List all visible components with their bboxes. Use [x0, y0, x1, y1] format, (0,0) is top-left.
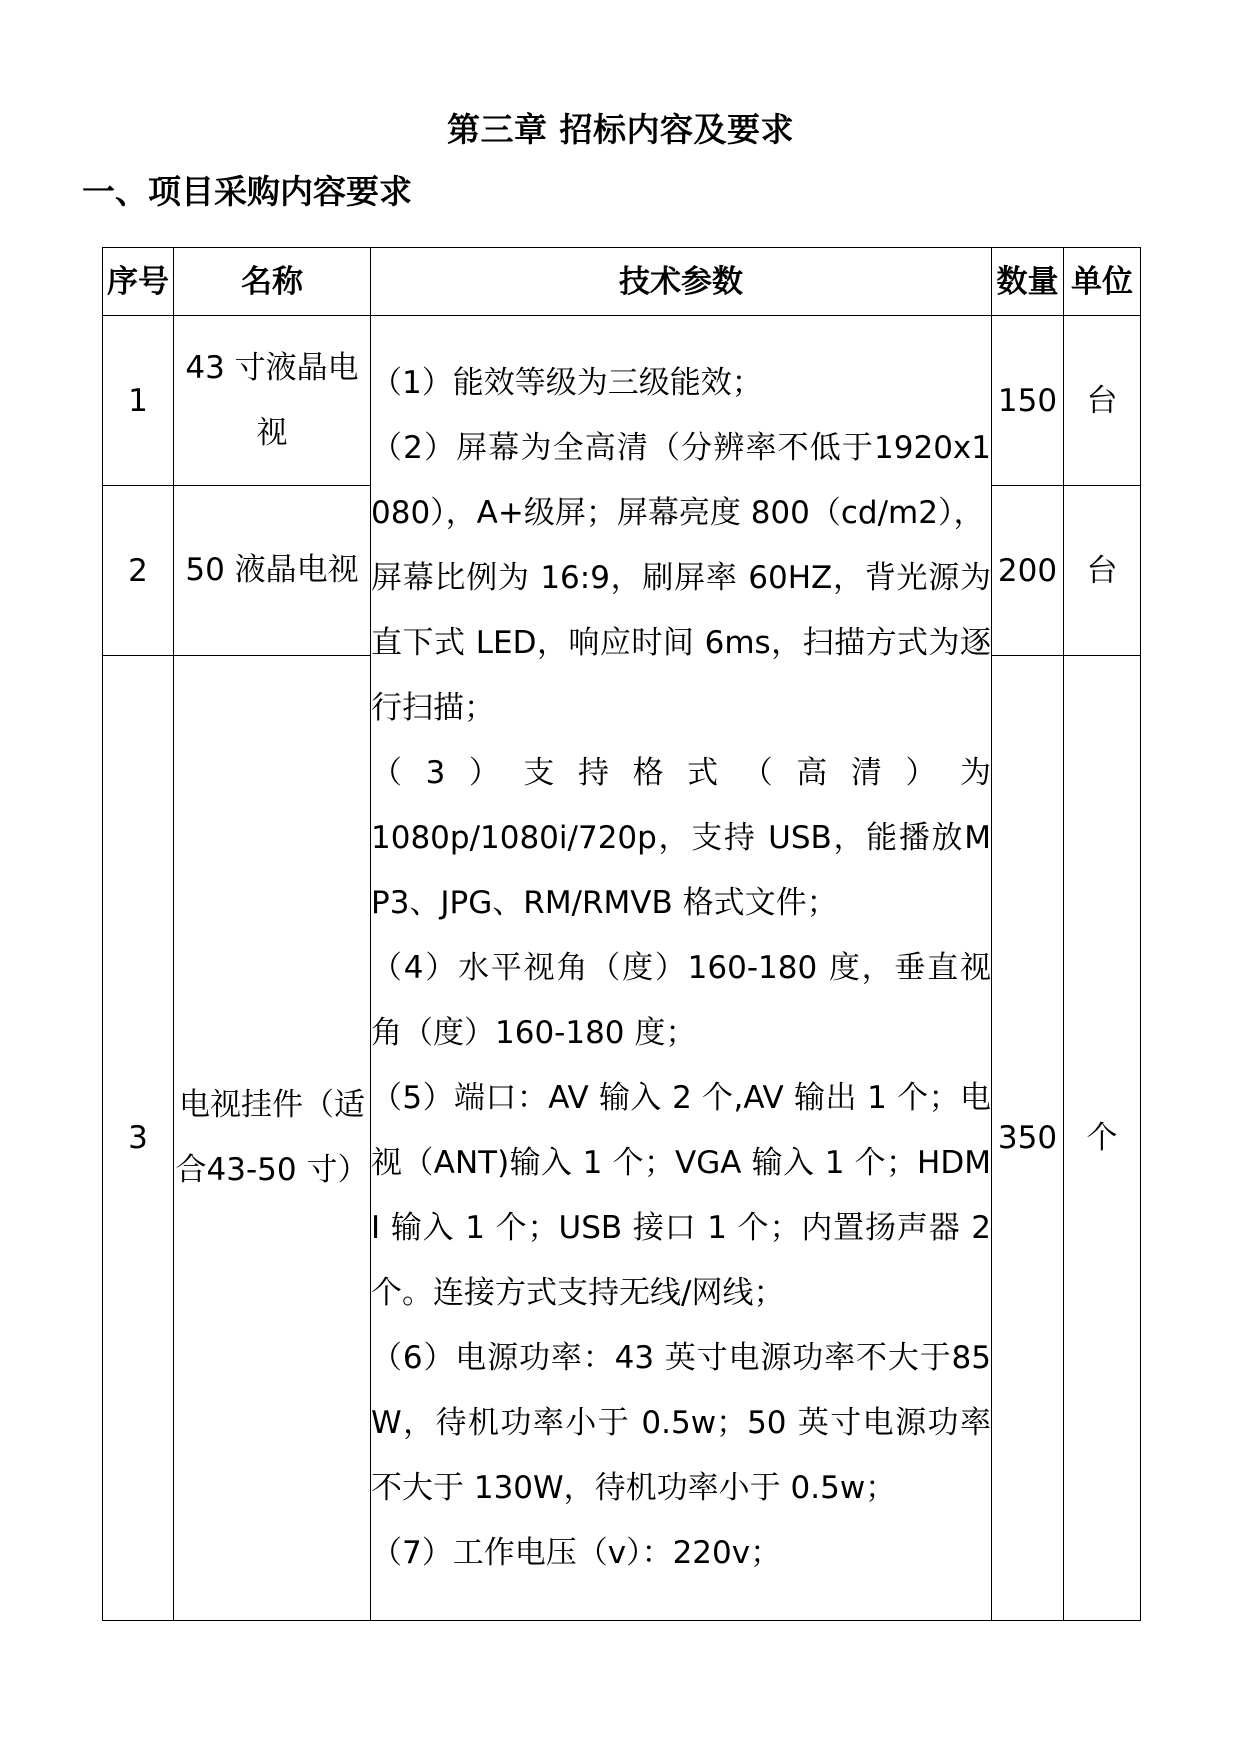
row-name: 电视挂件（适合43-50 寸）	[174, 656, 371, 1621]
param-item: （1）能效等级为三级能效；	[371, 364, 763, 401]
row-quantity: 350	[992, 656, 1064, 1621]
row-index: 3	[103, 656, 174, 1621]
chapter-title: 第三章 招标内容及要求	[447, 110, 794, 149]
header-index: 序号	[103, 248, 174, 316]
param-item: （4）水平视角（度）160-180 度，垂直视角（度）160-180 度；	[371, 949, 991, 1051]
table-header-row	[103, 248, 1141, 316]
header-params: 技术参数	[371, 248, 992, 316]
row-index: 2	[103, 486, 174, 656]
technical-params-cell	[371, 316, 992, 1621]
param-item: （2）屏幕为全高清（分辨率不低于1920x1080），A+级屏；屏幕亮度 800（cd/m2），	[371, 429, 991, 531]
procurement-table	[102, 247, 1141, 1621]
header-unit: 单位	[1064, 248, 1141, 316]
row-unit: 台	[1064, 486, 1141, 656]
header-name: 名称	[174, 248, 371, 316]
param-item: 屏幕比例为 16:9，刷屏率 60HZ，背光源为直下式 LED，响应时间 6ms，扫描方式为逐行扫描；	[371, 559, 991, 726]
row-quantity: 200	[992, 486, 1064, 656]
header-quantity: 数量	[992, 248, 1064, 316]
row-quantity: 150	[992, 316, 1064, 486]
row-name: 50 液晶电视	[174, 486, 371, 656]
row-name: 43 寸液晶电视	[174, 316, 371, 486]
param-item: （7）工作电压（v）：220v；	[371, 1534, 782, 1571]
param-item: 1080p/1080i/720p，支持 USB，能播放MP3、JPG、RM/RMVB 格式文件；	[371, 819, 991, 921]
table-row	[103, 316, 1141, 486]
row-unit: 台	[1064, 316, 1141, 486]
row-unit: 个	[1064, 656, 1141, 1621]
section-title: 一、项目采购内容要求	[82, 172, 412, 211]
row-index: 1	[103, 316, 174, 486]
param-item: （3）支持格式（高清）为	[371, 754, 991, 791]
param-item: （5）端口：AV 输入 2 个,AV 输出 1 个；电视（ANT)输入 1 个；VGA 输入 1 个；HDMI 输入 1 个；USB 接口 1 个；内置扬声器 2 个。连接方式支持无线/网线；	[371, 1079, 991, 1311]
param-item: （6）电源功率：43 英寸电源功率不大于85W，待机功率小于 0.5w；50 英寸电源功率不大于 130W，待机功率小于 0.5w；	[371, 1339, 991, 1506]
